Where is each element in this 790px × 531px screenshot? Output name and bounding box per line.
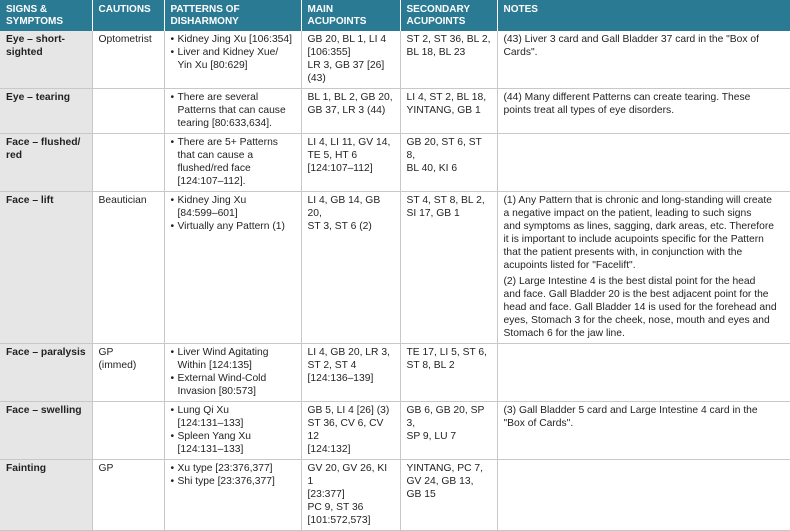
table-row bbox=[0, 460, 790, 531]
caution-cell: Beautician bbox=[92, 192, 164, 344]
pattern-item: • Spleen Yang Xu [124:131–133] bbox=[168, 430, 296, 456]
main-acupoints-cell: LI 4, LI 11, GV 14, TE 5, HT 6 [124:107–112] bbox=[301, 134, 400, 192]
secondary-acupoints-cell: ST 4, ST 8, BL 2, SI 17, GB 1 bbox=[400, 192, 497, 344]
patterns-cell bbox=[164, 344, 301, 402]
table-row bbox=[0, 134, 790, 192]
pattern-item: • Liver Wind Agitating Within [124:135] bbox=[168, 346, 296, 372]
caution-cell bbox=[92, 89, 164, 134]
caution-cell bbox=[92, 134, 164, 192]
patterns-cell bbox=[164, 402, 301, 460]
pattern-item: • Liver and Kidney Xue/ Yin Xu [80:629] bbox=[168, 46, 296, 72]
pattern-item: • Kidney Jing Xu [84:599–601] bbox=[168, 194, 296, 220]
header-secondary-acupoints: SECONDARY ACUPOINTS bbox=[400, 0, 497, 31]
caution-cell bbox=[92, 402, 164, 460]
table-row bbox=[0, 402, 790, 460]
patterns-list bbox=[168, 404, 296, 456]
note-paragraph: (3) Gall Bladder 5 card and Large Intestine 4 card in the "Box of Cards". bbox=[503, 405, 758, 429]
main-acupoints-cell: LI 4, GB 14, GB 20, ST 3, ST 6 (2) bbox=[301, 192, 400, 344]
pattern-item: • Kidney Jing Xu [106:354] bbox=[168, 33, 296, 46]
caution-cell: GP bbox=[92, 460, 164, 531]
symptom-cell: Eye – short- sighted bbox=[0, 31, 92, 89]
pattern-item: • Xu type [23:376,377] bbox=[168, 462, 296, 475]
notes-cell bbox=[497, 460, 790, 531]
secondary-acupoints-cell: TE 17, LI 5, ST 6, ST 8, BL 2 bbox=[400, 344, 497, 402]
pattern-item: • External Wind-Cold Invasion [80:573] bbox=[168, 372, 296, 398]
notes-cell bbox=[497, 344, 790, 402]
note-paragraph: (44) Many different Patterns can create tearing. These points treat all types of eye disorders. bbox=[503, 92, 751, 116]
caution-cell: GP (immed) bbox=[92, 344, 164, 402]
main-acupoints-cell: GB 5, LI 4 [26] (3) ST 36, CV 6, CV 12 [124:132] bbox=[301, 402, 400, 460]
header-main-acupoints: MAIN ACUPOINTS bbox=[301, 0, 400, 31]
pattern-item: • There are several Patterns that can cause tearing [80:633,634]. bbox=[168, 91, 296, 130]
note-paragraph: (43) Liver 3 card and Gall Bladder 37 card in the "Box of Cards". bbox=[503, 34, 759, 58]
main-acupoints-cell: BL 1, BL 2, GB 20, GB 37, LR 3 (44) bbox=[301, 89, 400, 134]
patterns-cell bbox=[164, 460, 301, 531]
main-acupoints-cell: GB 20, BL 1, LI 4 [106:355] LR 3, GB 37 [26] (43) bbox=[301, 31, 400, 89]
symptom-cell: Fainting bbox=[0, 460, 92, 531]
patterns-list bbox=[168, 194, 296, 233]
patterns-list bbox=[168, 33, 296, 72]
header-patterns: PATTERNS OF DISHARMONY bbox=[164, 0, 301, 31]
patterns-cell bbox=[164, 89, 301, 134]
caution-cell: Optometrist bbox=[92, 31, 164, 89]
header-signs-symptoms: SIGNS & SYMPTOMS bbox=[0, 0, 92, 31]
table-row bbox=[0, 192, 790, 344]
header-row bbox=[0, 0, 790, 31]
pattern-item: • Shi type [23:376,377] bbox=[168, 475, 296, 488]
patterns-cell bbox=[164, 31, 301, 89]
pattern-item: • There are 5+ Patterns that can cause a flushed/red face [124:107–112]. bbox=[168, 136, 296, 188]
notes-cell bbox=[497, 89, 790, 134]
pattern-item: • Virtually any Pattern (1) bbox=[168, 220, 296, 233]
table-row bbox=[0, 89, 790, 134]
symptom-cell: Face – swelling bbox=[0, 402, 92, 460]
symptom-cell: Eye – tearing bbox=[0, 89, 92, 134]
header-notes: NOTES bbox=[497, 0, 790, 31]
symptom-cell: Face – flushed/ red bbox=[0, 134, 92, 192]
secondary-acupoints-cell: LI 4, ST 2, BL 18, YINTANG, GB 1 bbox=[400, 89, 497, 134]
header-cautions: CAUTIONS bbox=[92, 0, 164, 31]
main-acupoints-cell: LI 4, GB 20, LR 3, ST 2, ST 4 [124:136–139] bbox=[301, 344, 400, 402]
note-paragraph: (2) Large Intestine 4 is the best distal point for the head and face. Gall Bladder 20 is the best adjacent point for the head and face. Gall Bladder 14 is used for the forehead and eyes, Stomach 3 for the cheek, nose, mouth and eyes and Stomach 6 for the jaw line. bbox=[503, 276, 777, 339]
main-acupoints-cell: GV 20, GV 26, KI 1 [23:377] PC 9, ST 36 [101:572,573] bbox=[301, 460, 400, 531]
patterns-list bbox=[168, 136, 296, 188]
patterns-list bbox=[168, 346, 296, 398]
patterns-list bbox=[168, 91, 296, 130]
note-paragraph: (1) Any Pattern that is chronic and long-standing will create a negative impact on the patient, leading to such signs and symptoms as lines, sagging, dark areas, etc. Therefore it is important to include acupoints specific for the Pattern that the patient presents with, in conjunction with the acupoints listed for "Facelift". bbox=[503, 195, 775, 271]
patterns-cell bbox=[164, 134, 301, 192]
notes-cell bbox=[497, 402, 790, 460]
table-row bbox=[0, 31, 790, 89]
secondary-acupoints-cell: GB 6, GB 20, SP 3, SP 9, LU 7 bbox=[400, 402, 497, 460]
notes-cell bbox=[497, 192, 790, 344]
table-header bbox=[0, 0, 790, 31]
patterns-list bbox=[168, 462, 296, 488]
secondary-acupoints-cell: GB 20, ST 6, ST 8, BL 40, KI 6 bbox=[400, 134, 497, 192]
secondary-acupoints-cell: ST 2, ST 36, BL 2, BL 18, BL 23 bbox=[400, 31, 497, 89]
symptom-cell: Face – paralysis bbox=[0, 344, 92, 402]
notes-cell bbox=[497, 134, 790, 192]
table-body bbox=[0, 31, 790, 531]
table-row bbox=[0, 344, 790, 402]
symptom-cell: Face – lift bbox=[0, 192, 92, 344]
pattern-item: • Lung Qi Xu [124:131–133] bbox=[168, 404, 296, 430]
patterns-cell bbox=[164, 192, 301, 344]
notes-cell bbox=[497, 31, 790, 89]
secondary-acupoints-cell: YINTANG, PC 7, GV 24, GB 13, GB 15 bbox=[400, 460, 497, 531]
